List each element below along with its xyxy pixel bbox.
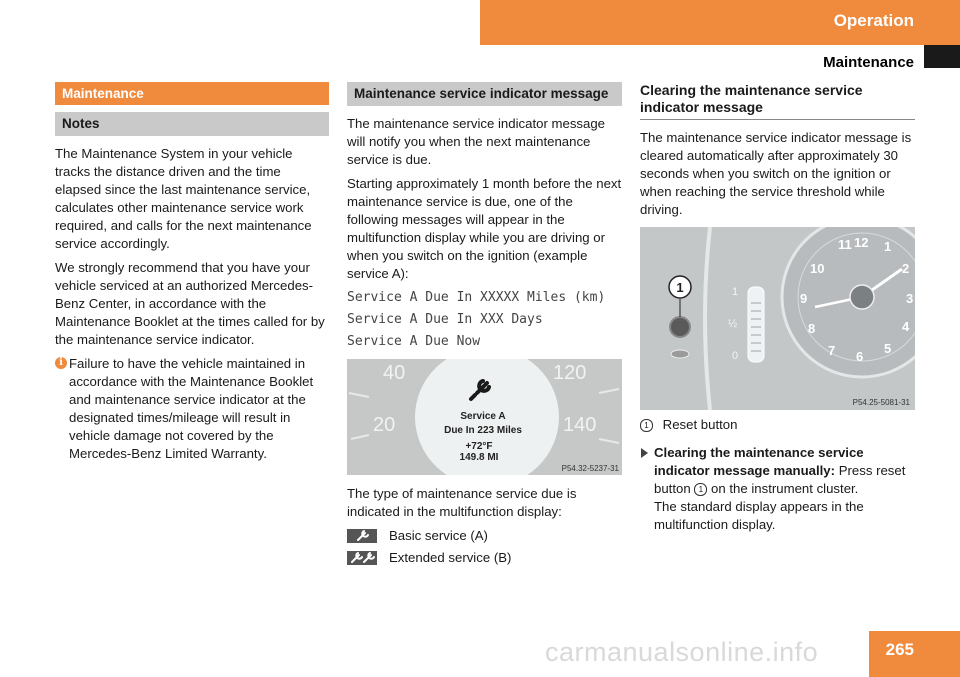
image-reference: P54.25-5081-31 — [852, 398, 910, 407]
step-text-1: Press reset button — [654, 463, 906, 496]
column-indicator-message — [347, 82, 622, 571]
instrument-cluster-photo — [640, 227, 915, 410]
clock-number-8: 8 — [808, 321, 816, 336]
clock-number-9: 9 — [800, 291, 808, 306]
indicator-paragraph-1: The maintenance service indicator message will notify you when the next maintenance service is due. — [347, 116, 606, 167]
notes-paragraph-2: We strongly recommend that you have your vehicle serviced at an authorized Mercedes-Benz Center, in accordance with the Maintenance Booklet at the times called for by the maintenance service indicator. — [55, 260, 325, 347]
caption-number: 1 — [640, 419, 653, 432]
service-message-3: Service A Due Now — [347, 334, 481, 349]
speed-label-120: 120 — [553, 362, 587, 384]
page-number: 265 — [885, 640, 914, 659]
clock-number-3: 3 — [906, 291, 914, 306]
step-arrow-icon — [641, 448, 648, 458]
clock-number-1: 1 — [884, 239, 892, 254]
header-tab-marker — [924, 45, 960, 68]
notes-paragraph-1: The Maintenance System in your vehicle tracks the distance driven and the time elapsed since the last maintenance service, calculates other maintenance service work required, and calls for the next maintenance service accordingly. — [55, 146, 312, 251]
info-note — [55, 355, 329, 463]
clock-number-11: 11 — [838, 237, 852, 252]
legend-basic-label: Basic service (A) — [389, 528, 488, 543]
notes-heading: Notes — [55, 112, 329, 136]
service-message-2: Service A Due In XXX Days — [347, 312, 543, 327]
display-line-service: Service A — [460, 411, 506, 422]
section-title: Operation — [833, 11, 914, 30]
indicator-heading: Maintenance service indicator message — [347, 82, 622, 106]
indicator-paragraph-2: Starting approximately 1 month before the next maintenance service is due, one of the following messages will appear in the multifunction display while you are driving or when you switch on the ignition (example service A): — [347, 176, 622, 281]
clock-number-12: 12 — [854, 235, 869, 250]
image-reference: P54.32-5237-31 — [561, 464, 619, 473]
clock-number-7: 7 — [828, 343, 836, 358]
display-line-odometer: 149.8 MI — [459, 452, 499, 463]
step-text-2: on the instrument cluster. — [711, 481, 859, 496]
speed-label-20: 20 — [373, 414, 396, 436]
clearing-heading: Clearing the maintenance service indicator message — [640, 82, 915, 120]
service-message-1: Service A Due In XXXXX Miles (km) — [347, 290, 606, 305]
clock-number-6: 6 — [856, 349, 864, 364]
column-clearing-message — [640, 82, 915, 534]
info-icon: i — [55, 357, 67, 369]
step-text-3: The standard display appears in the multifunction display. — [654, 499, 864, 532]
step-title: Clearing the maintenance service indicator message manually: — [654, 445, 864, 478]
clearing-paragraph: The maintenance service indicator message is cleared automatically after approximately 30 seconds when you switch on the ignition or when reaching the service threshold while driving. — [640, 130, 912, 217]
display-line-temp: +72°F — [465, 441, 493, 452]
caption-text: Reset button — [662, 417, 738, 432]
display-line-due: Due In 223 Miles — [444, 425, 522, 436]
reset-button-caption — [640, 416, 915, 434]
legend-extended-label: Extended service (B) — [389, 550, 512, 565]
gauge-label-half: ½ — [728, 318, 738, 330]
maintenance-heading: Maintenance — [55, 82, 329, 105]
indicator-paragraph-3: The type of maintenance service due is indicated in the multifunction display: — [347, 486, 577, 519]
watermark: carmanualsonline.info — [545, 637, 819, 667]
clock-number-4: 4 — [902, 319, 910, 334]
subsection-title: Maintenance — [823, 54, 914, 71]
clock-number-2: 2 — [902, 261, 910, 276]
service-display-photo — [347, 359, 622, 475]
manual-clear-step — [640, 444, 915, 534]
speed-label-140: 140 — [563, 414, 597, 436]
wrench-icon — [347, 529, 377, 543]
speed-label-40: 40 — [383, 362, 406, 384]
legend-extended-service — [347, 549, 622, 567]
reset-button-knob — [670, 317, 690, 337]
callout-1-label: 1 — [676, 280, 684, 295]
gauge-label-0: 0 — [732, 350, 739, 362]
step-callout-number: 1 — [694, 483, 707, 496]
clock-number-5: 5 — [884, 341, 892, 356]
gauge-label-1: 1 — [732, 286, 739, 298]
clock-number-10: 10 — [810, 261, 825, 276]
page-number-tab — [869, 631, 960, 677]
double-wrench-icon — [347, 551, 377, 565]
column-maintenance-notes — [55, 82, 329, 463]
legend-basic-service — [347, 527, 622, 545]
info-text: Failure to have the vehicle maintained in accordance with the Maintenance Booklet and maintenance service indicator at the designated times/mileage will result in vehicle damage not covered by the Mercedes-Benz Limited Warranty. — [69, 356, 314, 461]
